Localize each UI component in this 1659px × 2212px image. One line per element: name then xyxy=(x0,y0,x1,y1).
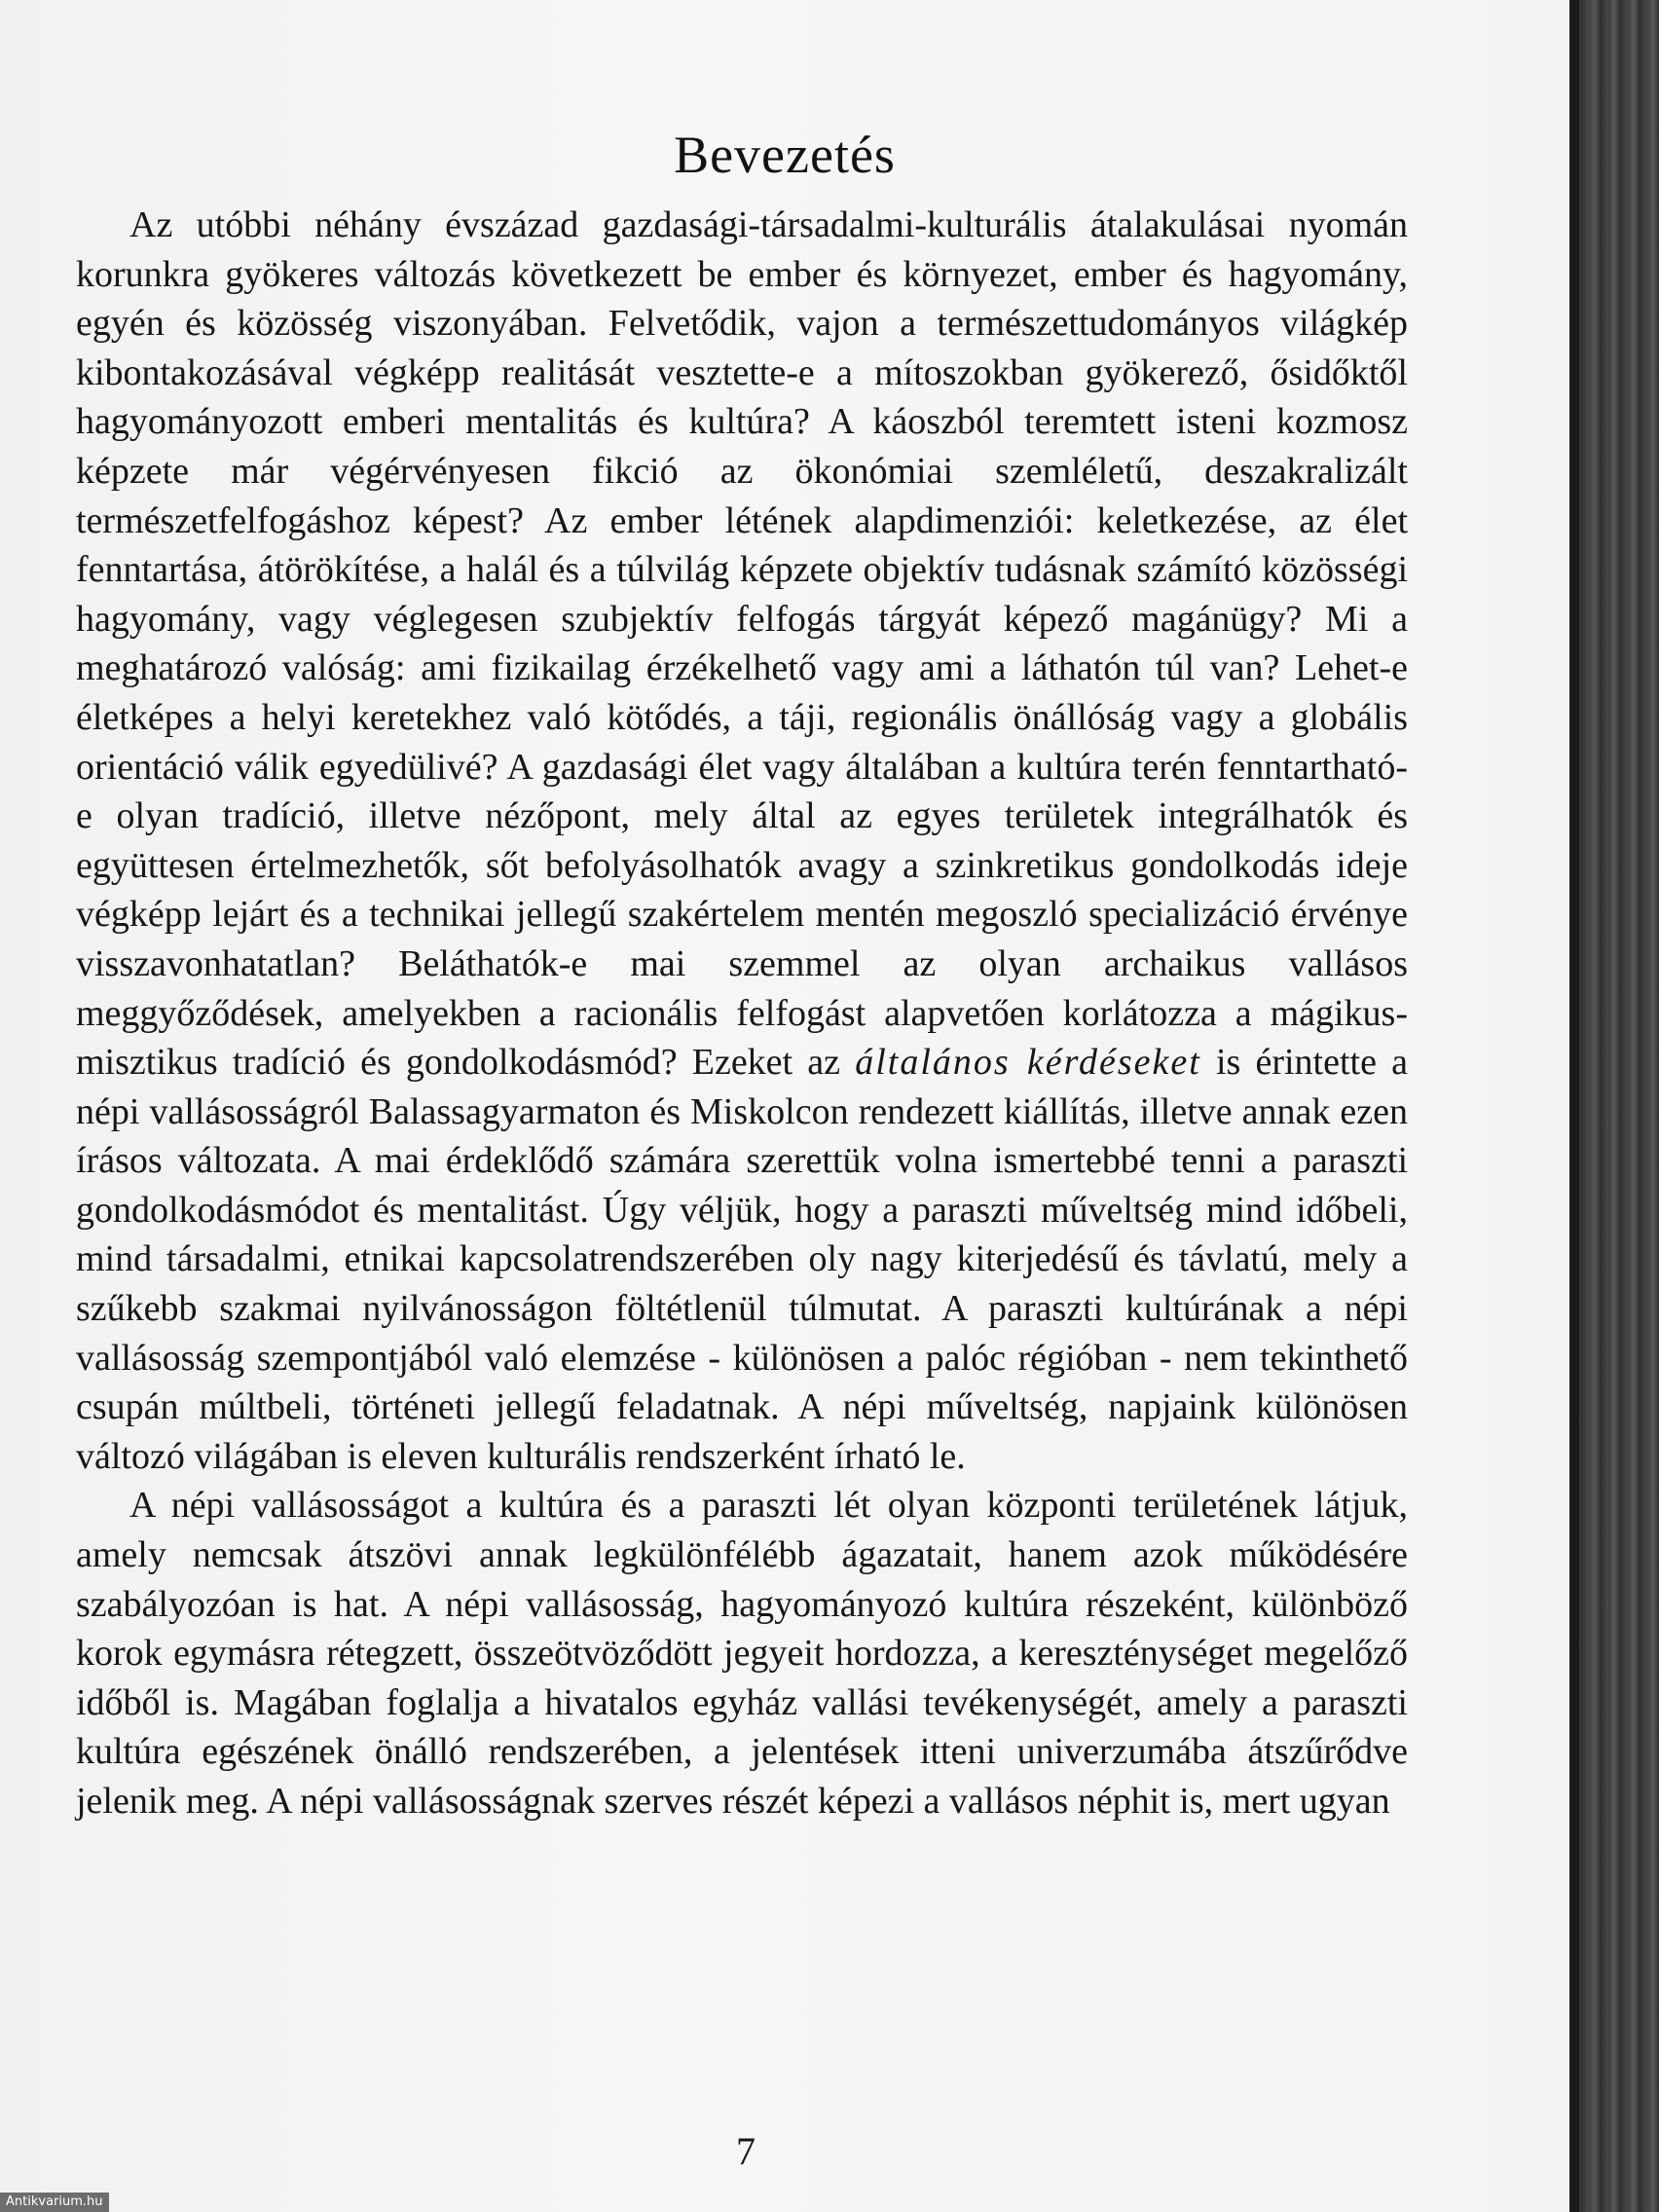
binding-edge xyxy=(1569,0,1659,2212)
paragraph-1-emphasis: általános kérdéseket xyxy=(855,1042,1201,1084)
source-watermark: Antikvarium.hu xyxy=(0,2193,109,2212)
paragraph-1-text: Az utóbbi néhány évszázad gazdasági-társadalmi-kulturális átalakulásai nyomán korunkra gyökeres változás következett be ember és környezet, ember és hagyomány, egyén és közösség viszonyában. Felvetődik, vajon a természettudományos világkép kibontakozásával végképp realitását vesztette-e a mítoszokban gyökerező, ősidőktől hagyományozott emberi mentalitás és kultúra? A káoszból teremtett isteni kozmosz képzete már végérvényesen fikció az ökonómiai szemléletű, deszakralizált természetfelfogáshoz képest? Az ember létének alapdimenziói: keletkezése, az élet fenntartása, átörökítése, a halál és a túlvilág képzete objektív tudásnak számító közösségi hagyomány, vagy véglegesen szubjektív felfogás tárgyát képező magánügy? Mi a meghatározó valóság: ami fizikailag érzékelhető vagy ami a láthatón túl van? Lehet-e életképes a helyi keretekhez való kötődés, a táji, regionális önállóság vagy a globális orientáció válik egyedülivé? A gazdasági élet vagy általában a kultúra terén fenntartható-e olyan tradíció, illetve nézőpont, mely által az egyes területek integrálhatók és együttesen értelmezhetők, sőt befolyásolhatók avagy a szinkretikus gondolkodás ideje végképp lejárt és a technikai jellegű szakértelem mentén megoszló specializáció érvénye visszavonhatatlan? Beláthatók-e mai szemmel az olyan archaikus vallásos meggyőződések, amelyekben a racionális felfogást alapvetően korlátozza a mágikus-misztikus tradíció és gondolkodásmód? Ezeket az xyxy=(76,204,1408,1084)
page-number: 7 xyxy=(736,2129,756,2173)
page-gap-shadow xyxy=(1569,0,1579,2212)
paragraph-1-text-continued: is érintette a népi vallásosságról Balassagyarmaton és Miskolcon rendezett kiállítás, illetve annak ezen írásos változata. A mai érdeklődő számára szerettük volna ismertebbé tenni a paraszti gondolkodásmódot és mentalitást. Úgy véljük, hogy a paraszti műveltség mind időbeli, mind társadalmi, etnikai kapcsolatrendszerében oly nagy kiterjedésű és távlatú, mely a szűkebb szakmai nyilvánosságon föltétlenül túlmutat. A paraszti kultúrának a népi vallásosság szempontjából való elemzése - különösen a palóc régióban - nem tekinthető csupán múltbeli, történeti jellegű feladatnak. A népi műveltség, napjaink különösen változó világában is eleven kulturális rendszerként írható le. xyxy=(76,1042,1408,1477)
paragraph-1 xyxy=(76,201,1408,1481)
paragraph-2 xyxy=(76,1481,1408,1825)
chapter-title: Bevezetés xyxy=(674,126,896,185)
body-text xyxy=(76,201,1408,1826)
paragraph-2-text: A népi vallásosságot a kultúra és a paraszti lét olyan központi területének látjuk, amely nemcsak átszövi annak legkülönfélébb ágazatait, hanem azok működésére szabályozóan is hat. A népi vallásosság, hagyományozó kultúra részeként, különböző korok egymásra rétegzett, összeötvöződött jegyeit hordozza, a kereszténységet megelőző időből is. Magában foglalja a hivatalos egyház vallási tevékenységét, amely a paraszti kultúra egészének önálló rendszerében, a jelentések itteni univerzumába átszűrődve jelenik meg. A népi vallásosságnak szerves részét képezi a vallásos néphit is, mert ugyan xyxy=(76,1485,1408,1822)
